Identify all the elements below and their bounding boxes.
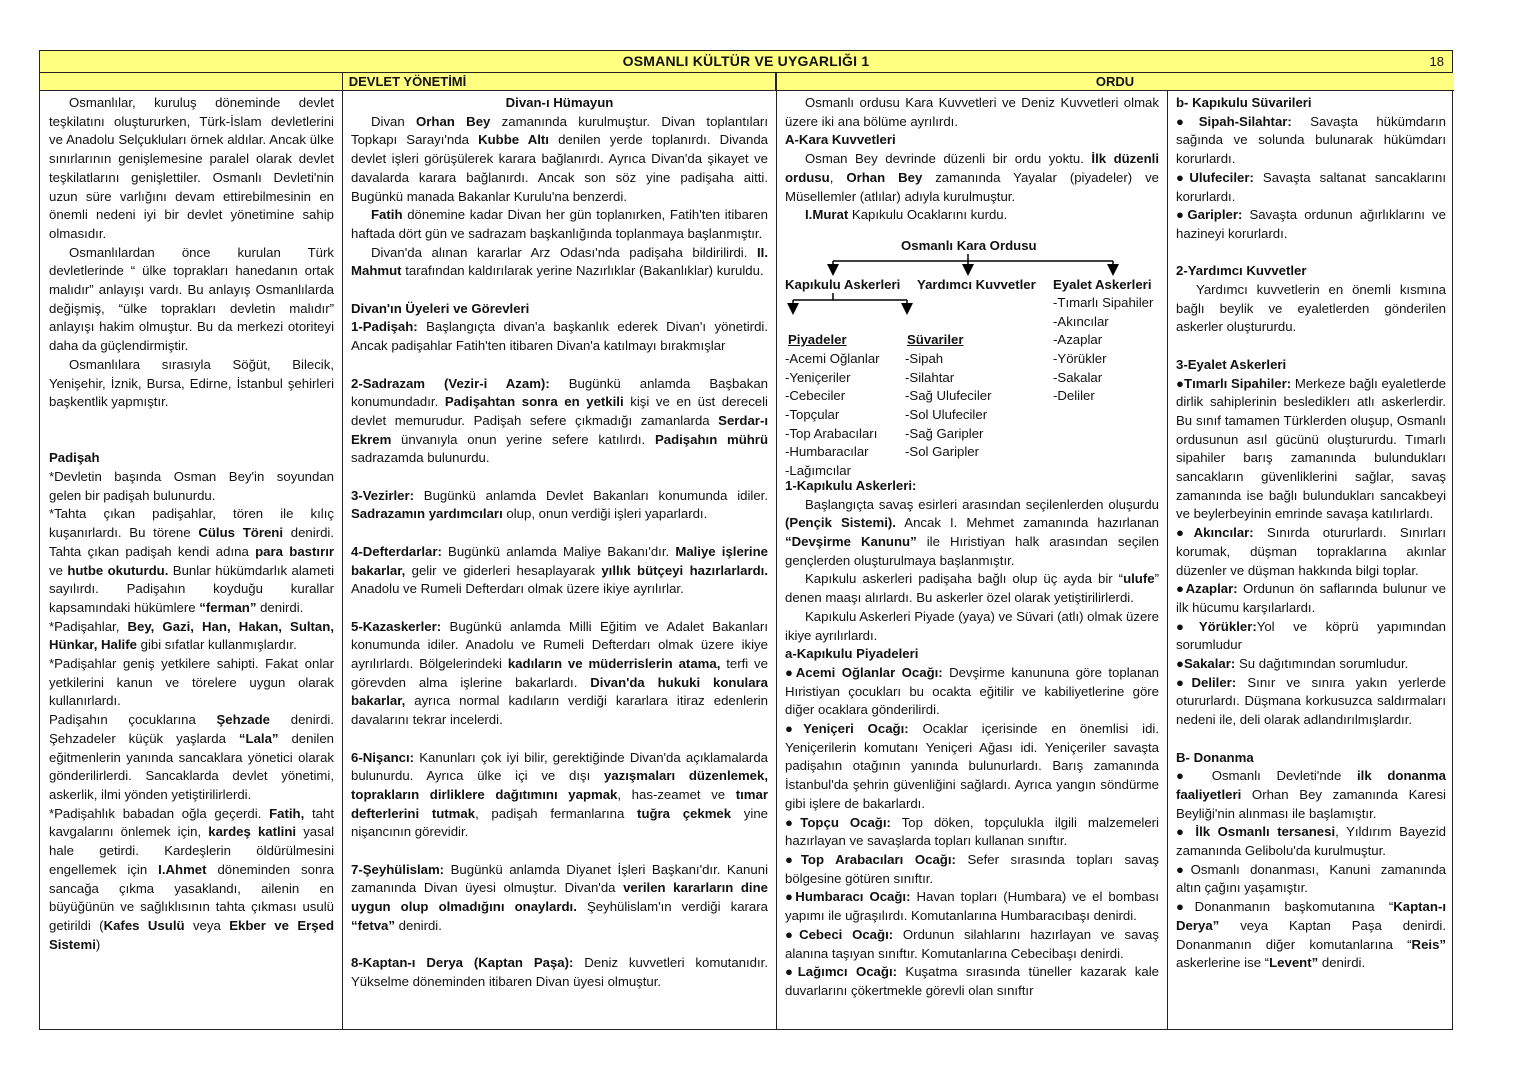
section-heading-kapikulu-piyadeleri: a-Kapıkulu Piyadeleri: [785, 646, 919, 662]
column-devlet-yonetimi-intro: [40, 91, 342, 1029]
eyalet-list: [1053, 294, 1153, 406]
list-item: -Lağımcılar: [785, 463, 851, 479]
section-heading-kara-kuvvetleri: A-Kara Kuvvetleri: [785, 132, 896, 148]
paragraph: Kapıkulu askerleri padişaha bağlı olup üç ayda bir “ulufe” denen maaşı alırlardı. Bu askerler özel olarak yetiştirilirlerdi.: [785, 571, 1159, 606]
paragraph: Osmanlılar, kuruluş döneminde devlet teşkilatını oluştururken, Türk-İslam devletlerini ve Anadolu Selçukluları örnek aldılar. Ancak ülke sınırlarının genişlemesine paralel olarak devlet teşkilatlarını genişlettiler. Osmanlı Devleti'nin uzun süre varlığını devam ettirebilmesinin en önemli nedeni iyi bir devlet yönetimine sahip olmasıdır.: [49, 95, 334, 241]
list-item: -Yeniçeriler: [785, 369, 851, 385]
org-branch-kapikulu: Kapıkulu Askerleri: [785, 276, 901, 292]
paragraph: Osman Bey devrinde düzenli bir ordu yoktu. İlk düzenli ordusu, Orhan Bey zamanında Yayalar (piyadeler) ve Müsellemler (atlılar) adıyla kurulmuştur.: [785, 151, 1159, 204]
paragraph: Fatih dönemine kadar Divan her gün toplanırken, Fatih'ten itibaren haftada dört gün ve sadrazam başkanlığında toplanmaya başlanmıştır.: [351, 207, 768, 241]
paragraph: 1-Padişah: Başlangıçta divan'a başkanlık ederek Divan'ı yönetirdi. Ancak padişahlar Fatih'ten itibaren Divan'a katılmayı bırakmışlar: [351, 319, 768, 354]
list-item: -Sağ Garipler: [905, 425, 984, 441]
paragraph: 5-Kazaskerler: Bugünkü anlamda Milli Eğitim ve Adalet Bakanları konumunda idiler. Anadolu ve Rumeli Defterdarı olmak üzere ikiye ayrılırlardı. Bölgelerindeki kadıların ve müderrislerin atama, terfi ve görevden alma işlerine bakarlardı. Divan'da hukuki konulara bakarlar, ayrıca normal kadıların verdiği kararlara itiraz edenlerin davalarını tekrar incelerdi.: [351, 618, 768, 728]
list-item: -Humbaracılar: [785, 444, 869, 460]
paragraph: I.Murat Kapıkulu Ocaklarını kurdu.: [805, 207, 1008, 223]
paragraph: ●Yeniçeri Ocağı: Ocaklar içerisinde en önemlisi idi. Yeniçerilerin komutanı Yeniçeri Ağası idi. Yeniçeriler savaşta padişahın otağının yanında bulunurlardı. Barış zamanında İstanbul'da şehrin güvenliğini sağlardı. Ayrıca yangın söndürme gibi işlere de bakarlardı.: [785, 721, 1159, 811]
paragraph: ●Akıncılar: Sınırda otururlardı. Sınırları korumak, düşman topraklarına akınlar düzenler ve düşman hakkında bilgi toplar.: [1176, 525, 1446, 578]
section-heading-divan: Divan-ı Hümayun: [505, 95, 614, 110]
paragraph: Osmanlılardan önce kurulan Türk devletlerinde “ ülke toprakları hanedanın ortak malıdır” anlayışı vardı. Bu anlayış Osmanlılarda değişmiş, “ülke toprakları devletin malıdır” anlayışı hakim olmuştur. Bu da merkezi otoriteyi daha da güçlendirmiştir.: [49, 244, 334, 354]
list-item: -Sol Ulufeciler: [905, 407, 988, 423]
paragraph: ●Osmanlı donanması, Kanuni zamanında altın çağını yaşamıştır.: [1176, 861, 1446, 896]
section-heading-divan-uyeleri: Divan'ın Üyeleri ve Görevleri: [351, 300, 530, 316]
paragraph: Osmanlılara sırasıyla Söğüt, Bilecik, Yenişehir, İznik, Bursa, Edirne, İstanbul şehirleri başkentlik yapmıştır.: [49, 356, 334, 410]
list-item: -Cebeciler: [785, 388, 846, 404]
paragraph: ●Lağımcı Ocağı: Kuşatma sırasında tüneller kazarak kale duvarlarını çökertmekle görevli olan sınıftır: [785, 964, 1160, 998]
page-title: OSMANLI KÜLTÜR VE UYGARLIĞI 1: [622, 53, 870, 69]
army-org-chart: [785, 229, 1159, 479]
list-item: -Sol Garipler: [905, 444, 980, 460]
paragraph: Başlangıçta savaş esirleri arasından seçilenlerden oluşurdu (Pençik Sistemi). Ancak I. Mehmet zamanında hazırlanan “Devşirme Kanunu” ile Hıristiyan halk arasından seçilen gençlerden oluşturulmaya başlanmıştır.: [785, 496, 1159, 568]
piyade-list: [785, 350, 880, 481]
paragraph: ●Azaplar: Ordunun ön saflarında bulunur ve ilk hücumu karşılarlardı.: [1176, 581, 1446, 615]
paragraph: 4-Defterdarlar: Bugünkü anlamda Maliye Bakanı'dır. Maliye işlerine bakarlar, gelir ve giderleri hesaplayarak yıllık bütçeyi hazırlarlardı. Anadolu ve Rumeli Defterdarı olmak üzere ikiye ayrılırlar.: [351, 543, 768, 597]
section-heading-yardimci-kuvvetler: 2-Yardımcı Kuvvetler: [1176, 263, 1307, 279]
section-heading-kapikulu-suvarileri: b- Kapıkulu Süvarileri: [1176, 95, 1312, 110]
paragraph: Yardımcı kuvvetlerin en önemli kısmına bağlı beylik ve eyaletlerden gönderilen askerler oluştururdu.: [1176, 282, 1446, 335]
paragraph: 6-Nişancı: Kanunları çok iyi bilir, gerektiğinde Divan'da açıklamalarda bulunurdu. Ayrıca ülke içi ve dışı yazışmaları düzenlemek, toprakların dirliklere dağıtımını yapmak, has-zeamet ve tımar defterlerini tutmak, padişah fermanlarına tuğra çekmek yine nişancının görevidir.: [351, 749, 769, 840]
list-item: -Deliler: [1053, 388, 1095, 404]
section-heading-donanma: B- Donanma: [1176, 749, 1254, 765]
list-item: -Azaplar: [1053, 332, 1103, 348]
paragraph: ●Tımarlı Sipahiler: Merkeze bağlı eyaletlerde dirlik sahiplerinin beslediklerı atlı askerlerdir. Bu sınıf tamamen Türklerden oluşup, Osmanlı ordusunun asıl gücünü oluştururdu. Tımarlı sipahiler barış zamanında bulundukları sancakların güvenliklerini sağlar, savaş zamanında ise bağlı bulundukları sancakbeyi ve beylerbeyinin emrinde savaşa katılırlardı.: [1176, 375, 1446, 522]
column-divan: [342, 91, 776, 1029]
paragraph: Divan'da alınan kararlar Arz Odası'nda padişaha bildirilirdi. II. Mahmut tarafından kaldırılarak yerine Nazırlıklar (Bakanlıklar) kuruldu.: [351, 244, 768, 279]
paragraph: 3-Vezirler: Bugünkü anlamda Devlet Bakanları konumunda idiler. Sadrazamın yardımcıları olup, onun verdiği işleri yaparlardı.: [351, 487, 768, 522]
list-item: -Top Arabacıları: [785, 425, 878, 441]
section-heading-padisah: Padişah: [49, 450, 100, 466]
paragraph: ●Cebeci Ocağı: Ordunun silahlarını hazırlayan ve savaş alanına taşıyan sınıftır. Komutanlarına Cebecibaşı denirdi.: [785, 926, 1159, 961]
paragraph: 7-Şeyhülislam: Bugünkü anlamda Diyanet İşleri Başkanı'dır. Kanuni zamanında Divan üyesi olmuştur. Divan'da verilen kararların dine uygun olup olmadığını onaylardı. Şeyhülislam'ın verdiği karara “fetva” denirdi.: [351, 861, 768, 933]
paragraph: Osmanlı ordusu Kara Kuvvetleri ve Deniz Kuvvetleri olmak üzere iki ana bölüme ayrılırdı.: [785, 95, 1159, 129]
page-number: 18: [1429, 54, 1444, 69]
paragraph: ● İlk Osmanlı tersanesi, Yıldırım Bayezid zamanında Gelibolu'da kurulmuştur.: [1176, 824, 1446, 859]
column-kara-kuvvetleri: [776, 91, 1167, 1029]
paragraph: ●Yörükler:Yol ve köprü yapımından sorumludur: [1176, 618, 1446, 653]
list-item: -Yörükler: [1053, 351, 1107, 367]
document-sheet: [39, 50, 1453, 1030]
paragraph: *Padişahlar, Bey, Gazi, Han, Hakan, Sultan, Hünkar, Halife gibi sıfatlar kullanmışlardır.: [49, 618, 334, 653]
org-branch-yardimci: Yardımcı Kuvvetler: [917, 276, 1036, 292]
paragraph: ●Sakalar: Su dağıtımından sorumludur.: [1176, 656, 1409, 672]
paragraph: 2-Sadrazam (Vezir-i Azam): Bugünkü anlamda Başbakan konumundadır. Padişahtan sonra en yetkili kişi ve en üst dereceli devlet memurudur. Padişah sefere çıkmadığı zamanlarda Serdar-ı Ekrem ünvanıyla onun yerine sefere katılırdı. Padişahın mührü sadrazamda bulunurdu.: [351, 375, 768, 466]
paragraph: ●Donanmanın başkomutanına “Kaptan-ı Derya” veya Kaptan Paşa denirdi. Donanmanın diğer komutanlarına “Reis” askerlerine ise “Levent” denirdi.: [1176, 899, 1446, 971]
paragraph: ●Top Arabacıları Ocağı: Sefer sırasında topları savaş bölgesine götüren sınıftır.: [785, 851, 1159, 886]
list-item: -Topçular: [785, 407, 840, 423]
section-heading-eyalet-askerleri: 3-Eyalet Askerleri: [1176, 356, 1287, 372]
paragraph: *Tahta çıkan padişahlar, tören ile kılıç kuşanırlardı. Bu törene Cülus Töreni denirdi. Tahta çıkan padişah kendi adına para bastırır ve hutbe okuturdu. Bunlar hükümdarlık alameti sayılırdı. Padişahın koyduğu kurallar kapsamındaki hükümlere “ferman” denirdi.: [49, 506, 335, 615]
org-sub-piyadeler: Piyadeler: [788, 331, 847, 347]
title-bar: [40, 51, 1452, 73]
paragraph: ●Topçu Ocağı: Top döken, topçulukla ilgili malzemeleri hazırlayan ve savaşlarda topları kullanan sınıftır.: [785, 814, 1159, 849]
list-item: -Acemi Oğlanlar: [785, 350, 880, 366]
paragraph: Padişahın çocuklarına Şehzade denirdi. Şehzadeler küçük yaşlarda “Lala” denilen eğitmenlerin yanında sancaklara yönetici olarak gönderilirlerdi. Sancaklarda devlet yönetimi, askerlik, ilmi yönden yetiştirilirlerdi.: [49, 712, 334, 802]
section-heading-kapikulu: 1-Kapıkulu Askerleri:: [785, 477, 917, 493]
list-item: -Silahtar: [905, 369, 955, 385]
paragraph: *Padişahlık babadan oğla geçerdi. Fatih, taht kavgalarını önlemek için, kardeş katlini yasal hale getirdi. Kardeşlerin öldürülmesini engellemek için I.Ahmet döneminden sonra sancağa çıkma yasaklandı, ailenin en büyüğünün ve sağlıklısının tahta çıkması usulü getirildi (Kafes Usulü veya Ekber ve Erşed Sistemi): [49, 805, 335, 952]
list-item: -Sağ Ulufeciler: [905, 388, 992, 404]
paragraph: ●Sipah-Silahtar: Savaşta hükümdarın sağında ve solunda bulunarak hükümdarı korurlardı.: [1176, 113, 1446, 167]
paragraph: *Padişahlar geniş yetkilere sahipti. Fakat onlar yetkilerini kanun ve törelere uygun olarak kullanırlardı.: [49, 656, 334, 709]
suvari-list: [905, 350, 992, 462]
paragraph: ●Ulufeciler: Savaşta saltanat sancaklarını korurlardı.: [1176, 169, 1446, 204]
paragraph: ●Garipler: Savaşta ordunun ağırlıklarını ve hazineyi korurlardı.: [1176, 207, 1446, 241]
paragraph: Divan Orhan Bey zamanında kurulmuştur. Divan toplantıları Topkapı Sarayı'nda Kubbe Altı denilen yerde toplanırdı. Divanda devlet işleri görüşülerek karara bağlanırdı. Ayrıca Divan'da şikayet ve davalarda karara bağlanırdı. Ancak son söz yine padişaha aitti. Bugünkü manada Bakanlar Kurulu'na benzerdi.: [351, 113, 768, 204]
list-item: -Akıncılar: [1053, 313, 1109, 329]
paragraph: ●Humbaracı Ocağı: Havan topları (Humbara) ve el bombası yapımı ile uğraşılırdı. Komutanlarına Humbaracıbaşı denirdi.: [785, 889, 1159, 924]
org-branch-eyalet: Eyalet Askerleri: [1053, 276, 1152, 292]
paragraph: ●Deliler: Sınır ve sınıra yakın yerlerde otururlardı. Düşmana korkusuzca saldırmaları nedeni ile, deli olarak adlandırılmışlardır.: [1176, 674, 1446, 728]
paragraph: 8-Kaptan-ı Derya (Kaptan Paşa): Deniz kuvvetleri komutanıdır. Yükselme döneminden itibaren Divan üyesi olmuştur.: [351, 955, 768, 989]
section-header-ordu: ORDU: [776, 73, 1454, 91]
section-header-devlet-yonetimi: DEVLET YÖNETİMİ: [40, 73, 776, 91]
org-root-kara-ordusu: Osmanlı Kara Ordusu: [901, 237, 1037, 253]
org-sub-suvariler: Süvariler: [907, 331, 964, 347]
list-item: -Tımarlı Sipahiler: [1053, 294, 1154, 310]
paragraph: Kapıkulu Askerleri Piyade (yaya) ve Süvari (atlı) olmak üzere ikiye ayrılırlardı.: [785, 608, 1160, 643]
column-suvari-donanma: [1167, 91, 1454, 1029]
list-item: -Sakalar: [1053, 369, 1103, 385]
list-item: -Sipah: [905, 350, 944, 366]
paragraph: ● Osmanlı Devleti'nde ilk donanma faaliyetleri Orhan Bey zamanında Karesi Beyliği'nin alınması ile başlamıştır.: [1176, 768, 1446, 821]
paragraph: ●Acemi Oğlanlar Ocağı: Devşirme kanununa göre toplanan Hıristiyan çocukları bu ocakta eğitilir ve kabiliyetlerine göre diğer ocaklara gönderilirdi.: [785, 664, 1159, 718]
paragraph: *Devletin başında Osman Bey'in soyundan gelen bir padişah bulunurdu.: [49, 469, 334, 503]
